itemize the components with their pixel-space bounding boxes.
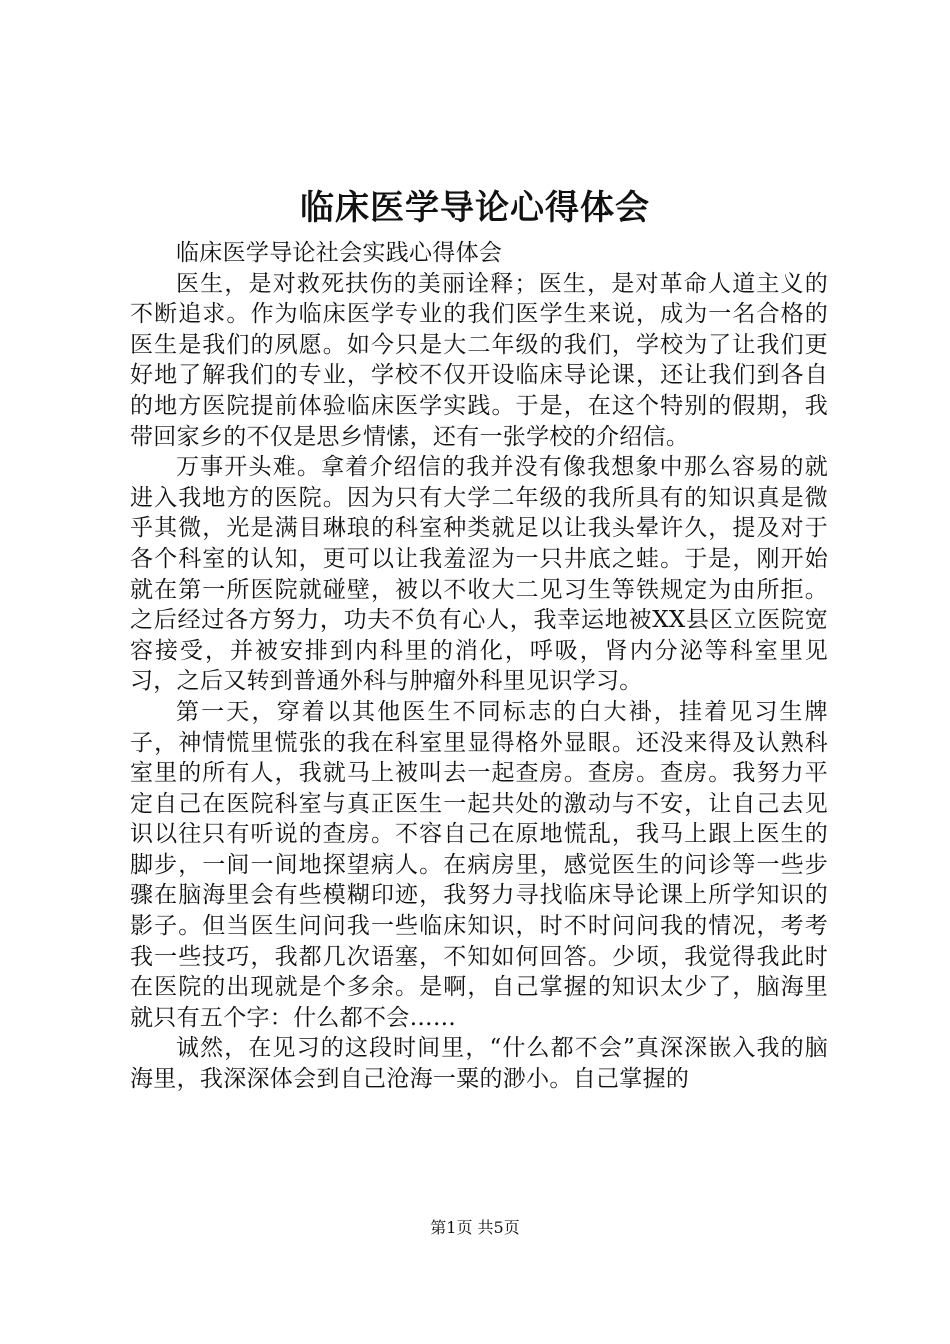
document-title: 临床医学导论心得体会 — [300, 188, 650, 228]
paragraph: 万事开头难。拿着介绍信的我并没有像我想象中那么容易的就进入我地方的医院。因为只有大学二年级的我所具有的知识真是微乎其微，光是满目琳琅的科室种类就足以让我头晕许久，提及对于各个科室的认知，更可以让我羞涩为一只井底之蛙。于是，刚开始就在第一所医院就碰壁，被以不收大二见习生等铁规定为由所拒。之后经过各方努力，功夫不负有心人，我幸运地被XX县区立医院宽容接受，并被安排到内科里的消化，呼吸，肾内分泌等科室里见习，之后又转到普通外科与肿瘤外科里见识学习。 — [130, 454, 828, 695]
document-body — [130, 238, 828, 1095]
page-footer: 第1页 共5页 — [430, 1218, 520, 1237]
paragraph-subtitle: 临床医学导论社会实践心得体会 — [176, 240, 503, 266]
paragraph: 医生，是对救死扶伤的美丽诠释；医生，是对革命人道主义的不断追求。作为临床医学专业的我们医学生来说，成为一名合格的医生是我们的夙愿。如今只是大二年级的我们，学校为了让我们更好地了解我们的专业，学校不仅开设临床导论课，还让我们到各自的地方医院提前体验临床医学实践。于是，在这个特别的假期，我带回家乡的不仅是思乡情愫，还有一张学校的介绍信。 — [130, 270, 828, 450]
paragraph: 第一天，穿着以其他医生不同标志的白大褂，挂着见习生牌子，神情慌里慌张的我在科室里显得格外显眼。还没来得及认熟科室里的所有人，我就马上被叫去一起查房。查房。查房。我努力平定自己在医院科室与真正医生一起共处的激动与不安，让自己去见识以往只有听说的查房。不容自己在原地慌乱，我马上跟上医生的脚步，一间一间地探望病人。在病房里，感觉医生的问诊等一些步骤在脑海里会有些模糊印迹，我努力寻找临床导论课上所学知识的影子。但当医生问问我一些临床知识，时不时问问我的情况，考考我一些技巧，我都几次语塞，不知如何回答。少顷，我觉得我此时在医院的出现就是个多余。是啊，自己掌握的知识太少了，脑海里就只有五个字：什么都不会…… — [130, 698, 828, 1031]
paragraph: 诚然，在见习的这段时间里，“什么都不会”真深深嵌入我的脑海里，我深深体会到自己沧海一粟的渺小。自己掌握的 — [130, 1035, 828, 1093]
